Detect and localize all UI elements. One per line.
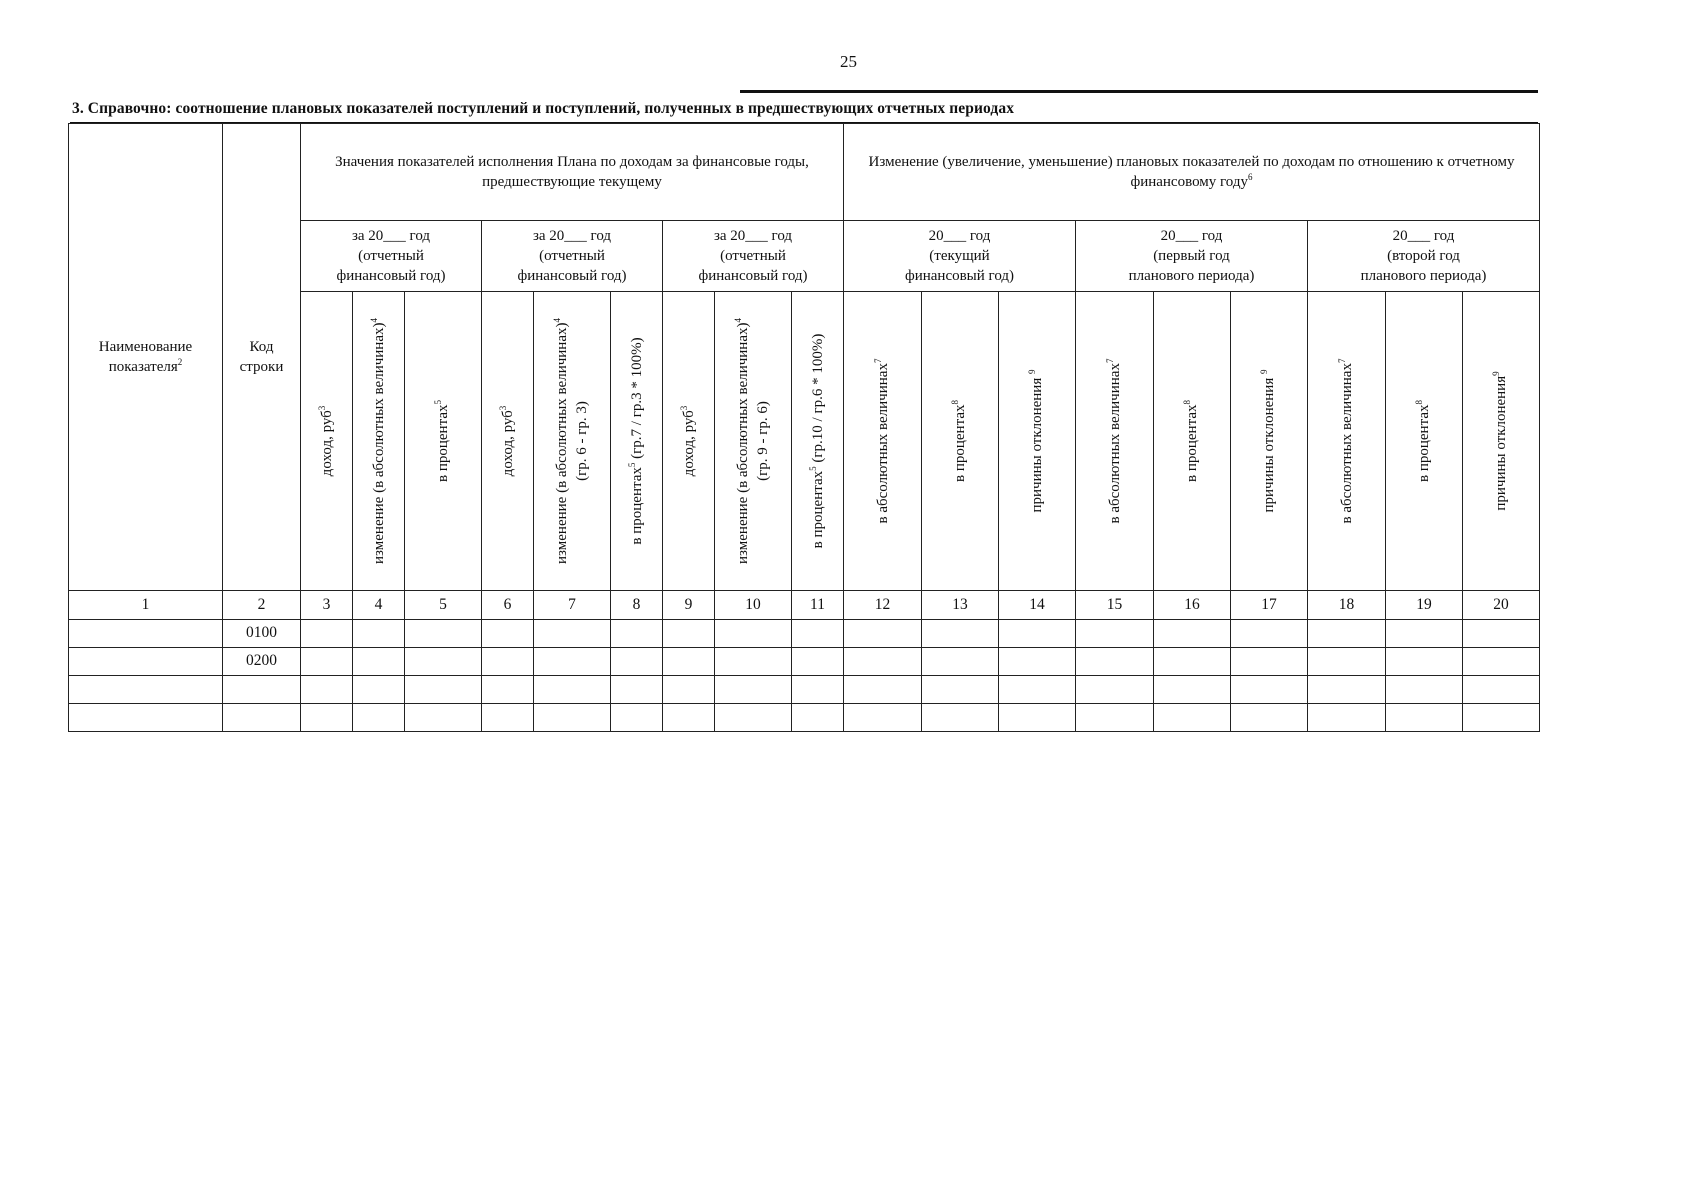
value-cell[interactable] <box>1154 648 1231 676</box>
footnote-mark: 4 <box>368 318 379 323</box>
value-cell[interactable] <box>1076 676 1154 704</box>
value-cell[interactable] <box>1154 620 1231 648</box>
value-cell[interactable] <box>1308 648 1386 676</box>
vertical-header-text <box>872 301 892 581</box>
value-cell[interactable] <box>1076 620 1154 648</box>
row-code-cell[interactable]: 0100 <box>223 620 301 648</box>
value-cell[interactable] <box>534 676 611 704</box>
section-title: 3. Справочно: соотношение плановых показателей поступлений и поступлений, полученных в предшествующих отчетных периодах <box>72 100 1015 117</box>
column-label: в процентах <box>809 470 826 549</box>
value-cell[interactable] <box>1386 704 1463 732</box>
column-number: 15 <box>1076 591 1154 620</box>
column-label: в процентах <box>1183 404 1200 482</box>
footnote-mark: 8 <box>949 400 960 405</box>
value-cell[interactable] <box>301 648 353 676</box>
header-column-4 <box>353 292 405 591</box>
value-cell[interactable] <box>482 620 534 648</box>
column-number: 17 <box>1231 591 1308 620</box>
period-line2: (текущий <box>929 247 990 264</box>
value-cell[interactable] <box>792 620 844 648</box>
income-comparison-table <box>68 123 1540 732</box>
value-cell[interactable] <box>844 704 922 732</box>
footnote-mark: 9 <box>1026 369 1037 374</box>
vertical-header-text <box>1259 301 1279 581</box>
value-cell[interactable] <box>1308 676 1386 704</box>
header-code-text: Код строки <box>239 338 284 375</box>
column-label: доход, руб <box>680 410 697 477</box>
value-cell[interactable] <box>1231 620 1308 648</box>
value-cell[interactable] <box>844 648 922 676</box>
vertical-header-text <box>950 301 970 581</box>
column-label: изменение (в абсолютных величинах) <box>734 322 751 564</box>
footnote-mark: 5 <box>626 462 637 468</box>
value-cell[interactable] <box>922 676 999 704</box>
value-cell[interactable] <box>353 620 405 648</box>
column-number: 12 <box>844 591 922 620</box>
column-number: 20 <box>1463 591 1540 620</box>
column-number: 1 <box>69 591 223 620</box>
value-cell[interactable] <box>792 648 844 676</box>
period-line2: (второй год <box>1387 247 1460 264</box>
footnote-mark: 4 <box>732 318 743 323</box>
value-cell[interactable] <box>1154 704 1231 732</box>
header-column-10 <box>715 292 792 591</box>
value-cell[interactable] <box>482 676 534 704</box>
period-line1: за 20___ год <box>532 227 612 244</box>
column-number: 8 <box>611 591 663 620</box>
value-cell[interactable] <box>1386 620 1463 648</box>
column-label: причины отклонения <box>1260 374 1277 513</box>
value-cell[interactable] <box>1076 648 1154 676</box>
header-column-19 <box>1386 292 1463 591</box>
column-label: доход, руб <box>499 410 516 477</box>
column-number: 9 <box>663 591 715 620</box>
value-cell[interactable] <box>1076 704 1154 732</box>
value-cell[interactable] <box>405 704 482 732</box>
value-cell[interactable] <box>1463 620 1540 648</box>
value-cell[interactable] <box>715 676 792 704</box>
indicator-name-cell[interactable] <box>69 676 223 704</box>
header-column-18 <box>1308 292 1386 591</box>
header-period-3 <box>663 221 844 292</box>
column-formula: (гр. 9 - гр. 6) <box>755 401 771 481</box>
column-label: причины отклонения <box>1492 375 1509 511</box>
value-cell[interactable] <box>1231 648 1308 676</box>
value-cell[interactable] <box>1463 704 1540 732</box>
header-column-17 <box>1231 292 1308 591</box>
indicator-name-cell[interactable] <box>69 620 223 648</box>
value-cell[interactable] <box>922 704 999 732</box>
footnote-mark: 4 <box>551 318 562 323</box>
value-cell[interactable] <box>1308 704 1386 732</box>
value-cell[interactable] <box>534 704 611 732</box>
value-cell[interactable] <box>999 676 1076 704</box>
column-number: 5 <box>405 591 482 620</box>
footnote-mark: 3 <box>678 405 689 411</box>
column-number: 16 <box>1154 591 1231 620</box>
period-line1: 20___ год <box>928 227 991 244</box>
period-line3: финансовый год) <box>336 268 446 285</box>
value-cell[interactable] <box>922 620 999 648</box>
vertical-header-text <box>1182 301 1202 581</box>
value-cell[interactable] <box>1231 704 1308 732</box>
vertical-header-text <box>552 301 593 581</box>
group-right-text: Изменение (увеличение, уменьшение) плановых показателей по доходам по отношению к отчетному финансовому году <box>868 153 1515 190</box>
value-cell[interactable] <box>1231 676 1308 704</box>
vertical-header-text <box>626 301 646 581</box>
period-line3: планового периода) <box>1360 268 1487 285</box>
row-code-cell[interactable] <box>223 676 301 704</box>
header-name-text: Наименование показателя <box>98 338 193 375</box>
footnote-mark: 7 <box>872 358 883 364</box>
column-number: 10 <box>715 591 792 620</box>
period-line3: финансовый год) <box>698 268 808 285</box>
value-cell[interactable] <box>715 648 792 676</box>
column-number: 11 <box>792 591 844 620</box>
period-line1: за 20___ год <box>713 227 793 244</box>
column-label: изменение (в абсолютных величинах) <box>370 322 387 564</box>
value-cell[interactable] <box>353 676 405 704</box>
value-cell[interactable] <box>663 676 715 704</box>
value-cell[interactable] <box>792 704 844 732</box>
column-label: в абсолютных величинах <box>1338 363 1355 524</box>
table-row <box>69 704 1540 732</box>
footnote-mark: 5 <box>807 466 818 471</box>
value-cell[interactable] <box>534 648 611 676</box>
column-label: в процентах <box>1415 404 1432 482</box>
footnote-mark: 7 <box>1104 358 1115 364</box>
vertical-header-text <box>807 301 827 581</box>
column-number: 14 <box>999 591 1076 620</box>
vertical-header-text <box>1414 301 1434 581</box>
page-number: 25 <box>840 52 857 71</box>
column-number: 3 <box>301 591 353 620</box>
header-period-6 <box>1308 221 1540 292</box>
header-group-past-execution <box>301 124 844 221</box>
column-label: причины отклонения <box>1028 374 1045 513</box>
period-line3: планового периода) <box>1128 268 1255 285</box>
value-cell[interactable] <box>353 648 405 676</box>
column-formula: (гр. 6 - гр. 3) <box>574 401 590 481</box>
value-cell[interactable] <box>611 620 663 648</box>
footnote-mark: 8 <box>1181 400 1192 405</box>
value-cell[interactable] <box>301 620 353 648</box>
column-number: 2 <box>223 591 301 620</box>
header-column-9 <box>663 292 715 591</box>
value-cell[interactable] <box>1386 676 1463 704</box>
column-label: в процентах <box>434 404 451 482</box>
indicator-name-cell[interactable] <box>69 704 223 732</box>
column-number: 4 <box>353 591 405 620</box>
header-period-1 <box>301 221 482 292</box>
header-column-13 <box>922 292 999 591</box>
table-row <box>69 648 1540 676</box>
table-row <box>69 676 1540 704</box>
header-indicator-name <box>69 124 223 591</box>
value-cell[interactable] <box>405 620 482 648</box>
value-cell[interactable] <box>715 620 792 648</box>
header-column-7 <box>534 292 611 591</box>
column-number: 18 <box>1308 591 1386 620</box>
value-cell[interactable] <box>611 704 663 732</box>
value-cell[interactable] <box>405 648 482 676</box>
value-cell[interactable] <box>611 648 663 676</box>
column-label: изменение (в абсолютных величинах) <box>553 322 570 564</box>
value-cell[interactable] <box>999 620 1076 648</box>
value-cell[interactable] <box>1308 620 1386 648</box>
vertical-header-text <box>1027 301 1047 581</box>
vertical-header-text <box>1491 301 1511 581</box>
column-formula: (гр.10 / гр.6 * 100%) <box>809 333 826 467</box>
header-column-12 <box>844 292 922 591</box>
period-line3: финансовый год) <box>517 268 627 285</box>
header-column-15 <box>1076 292 1154 591</box>
header-column-20 <box>1463 292 1540 591</box>
header-column-14 <box>999 292 1076 591</box>
column-label: в абсолютных величинах <box>1106 363 1123 524</box>
period-line2: (отчетный <box>720 247 786 264</box>
column-number: 13 <box>922 591 999 620</box>
footnote-mark: 3 <box>497 405 508 411</box>
vertical-header-text <box>733 301 774 581</box>
value-cell[interactable] <box>353 704 405 732</box>
value-cell[interactable] <box>534 620 611 648</box>
value-cell[interactable] <box>844 620 922 648</box>
header-group-plan-changes <box>844 124 1540 221</box>
value-cell[interactable] <box>1463 676 1540 704</box>
header-column-6 <box>482 292 534 591</box>
period-line3: финансовый год) <box>904 268 1015 285</box>
value-cell[interactable] <box>844 676 922 704</box>
column-label: в абсолютных величинах <box>874 363 891 524</box>
period-line1: 20___ год <box>1160 227 1223 244</box>
column-number: 6 <box>482 591 534 620</box>
row-code-cell[interactable]: 0200 <box>223 648 301 676</box>
header-column-8 <box>611 292 663 591</box>
period-line1: за 20___ год <box>351 227 431 244</box>
vertical-header-text <box>1336 301 1356 581</box>
period-line1: 20___ год <box>1392 227 1455 244</box>
vertical-header-text <box>316 301 336 581</box>
column-number: 19 <box>1386 591 1463 620</box>
value-cell[interactable] <box>999 704 1076 732</box>
value-cell[interactable] <box>482 704 534 732</box>
column-label: в процентах <box>951 404 968 482</box>
footnote-mark: 7 <box>1336 358 1347 364</box>
value-cell[interactable] <box>1154 676 1231 704</box>
value-cell[interactable] <box>1386 648 1463 676</box>
header-column-5 <box>405 292 482 591</box>
value-cell[interactable] <box>1463 648 1540 676</box>
group-left-text: Значения показателей исполнения Плана по доходам за финансовые годы, предшествующие текущему <box>335 153 809 190</box>
value-cell[interactable] <box>715 704 792 732</box>
period-line2: (отчетный <box>539 247 605 264</box>
row-code-cell[interactable] <box>223 704 301 732</box>
vertical-header-text <box>433 301 453 581</box>
value-cell[interactable] <box>405 676 482 704</box>
footnote-mark: 5 <box>432 400 443 405</box>
table-row <box>69 620 1540 648</box>
column-label: доход, руб <box>318 410 335 477</box>
period-line2: (отчетный <box>358 247 424 264</box>
footnote-mark: 8 <box>1413 400 1424 405</box>
value-cell[interactable] <box>301 704 353 732</box>
value-cell[interactable] <box>792 676 844 704</box>
column-formula: (гр.7 / гр.3 * 100%) <box>628 337 645 463</box>
value-cell[interactable] <box>663 648 715 676</box>
vertical-header-text <box>678 301 698 581</box>
value-cell[interactable] <box>663 620 715 648</box>
top-rule <box>740 90 1538 93</box>
header-row-code <box>223 124 301 591</box>
footnote-mark: 9 <box>1258 369 1269 374</box>
header-column-11 <box>792 292 844 591</box>
column-number: 7 <box>534 591 611 620</box>
vertical-header-text <box>497 301 517 581</box>
footnote-mark: 9 <box>1490 371 1501 376</box>
value-cell[interactable] <box>301 676 353 704</box>
value-cell[interactable] <box>922 648 999 676</box>
footnote-mark: 2 <box>177 357 183 367</box>
header-column-16 <box>1154 292 1231 591</box>
indicator-name-cell[interactable] <box>69 648 223 676</box>
column-label: в процентах <box>628 467 645 545</box>
header-period-5 <box>1076 221 1308 292</box>
value-cell[interactable] <box>482 648 534 676</box>
header-period-4 <box>844 221 1076 292</box>
footnote-mark: 3 <box>316 405 327 411</box>
value-cell[interactable] <box>663 704 715 732</box>
period-line2: (первый год <box>1153 247 1230 264</box>
value-cell[interactable] <box>999 648 1076 676</box>
header-column-3 <box>301 292 353 591</box>
value-cell[interactable] <box>611 676 663 704</box>
header-period-2 <box>482 221 663 292</box>
vertical-header-text <box>368 301 388 581</box>
vertical-header-text <box>1104 301 1124 581</box>
footnote-mark: 6 <box>1248 172 1253 182</box>
